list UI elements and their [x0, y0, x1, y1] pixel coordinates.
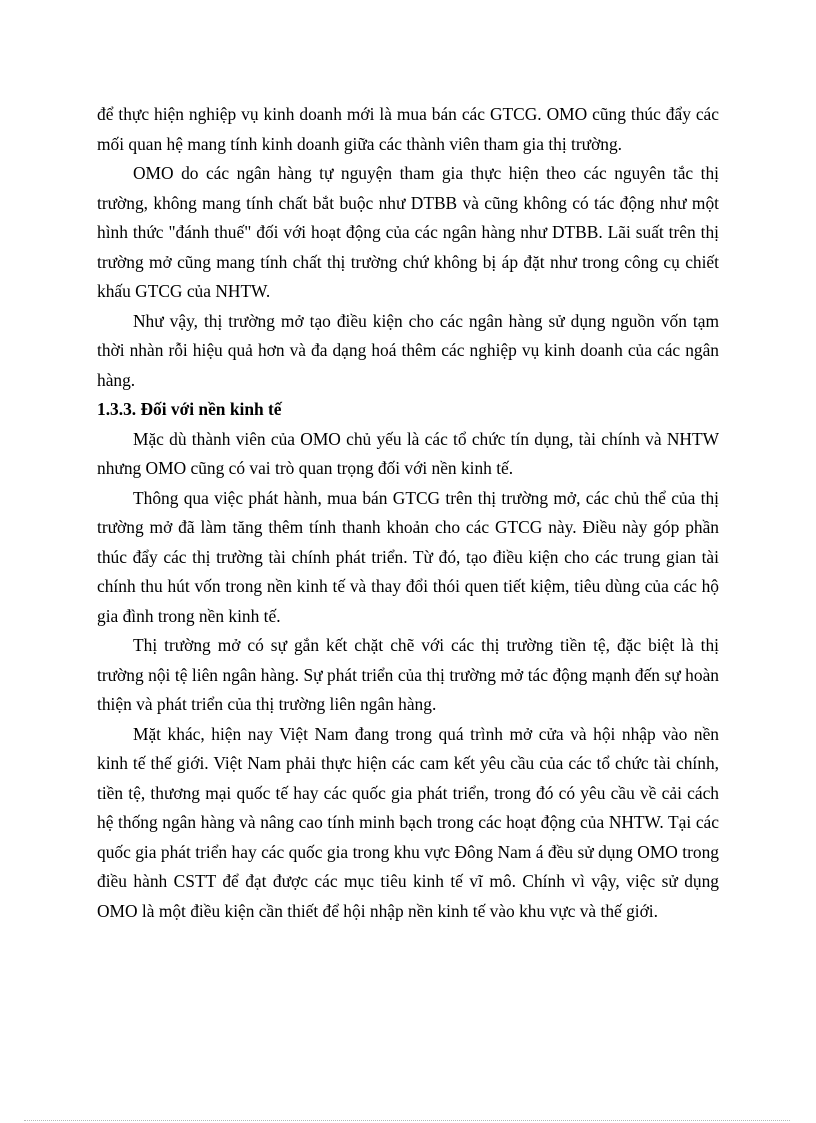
paragraph-integration: Mặt khác, hiện nay Việt Nam đang trong quá trình mở cửa và hội nhập vào nền kinh tế thế giới. Việt Nam phải thực hiện các cam kết yêu cầu của các tổ chức tài chính, tiền tệ, thương mại quốc tế hay các quốc gia phát triển, trong đó có yêu cầu về cải cách hệ thống ngân hàng và nâng cao tính minh bạch trong các hoạt động của NHTW. Tại các quốc gia phát triển hay các quốc gia trong khu vực Đông Nam á đều sử dụng OMO trong điều hành CSTT để đạt được các mục tiêu kinh tế vĩ mô. Chính vì vậy, việc sử dụng OMO là một điều kiện cần thiết để hội nhập nền kinh tế vào khu vực và thế giới. — [97, 723, 719, 921]
paragraph-omo-voluntary: OMO do các ngân hàng tự nguyện tham gia thực hiện theo các nguyên tắc thị trường, không mang tính chất bắt buộc như DTBB và cũng không có tác động như một hình thức "đánh thuế" đối với hoạt động của các ngân hàng như DTBB. Lãi suất trên thị trường mở cũng mang tính chất thị trường chứ không bị áp đặt như trong công cụ chiết khấu GTCG của NHTW. — [97, 163, 719, 301]
paragraph-interbank: Thị trường mở có sự gắn kết chặt chẽ với các thị trường tiền tệ, đặc biệt là thị trường nội tệ liên ngân hàng. Sự phát triển của thị trường mở tác động mạnh đến sự hoàn thiện và phát triển của thị trường liên ngân hàng. — [97, 635, 719, 714]
paragraph-liquidity: Thông qua việc phát hành, mua bán GTCG trên thị trường mở, các chủ thể của thị trường mở đã làm tăng thêm tính thanh khoản cho các GTCG này. Điều này góp phần thúc đẩy các thị trường tài chính phát triển. Từ đó, tạo điều kiện cho các trung gian tài chính thu hút vốn trong nền kinh tế và thay đổi thói quen tiết kiệm, tiêu dùng của các hộ gia đình trong nền kinh tế. — [97, 487, 719, 626]
paragraph-open-market-conditions: Như vậy, thị trường mở tạo điều kiện cho các ngân hàng sử dụng nguồn vốn tạm thời nhàn rỗi hiệu quả hơn và đa dạng hoá thêm các nghiệp vụ kinh doanh của các ngân hàng. — [97, 310, 719, 390]
paragraph-omo-role: Mặc dù thành viên của OMO chủ yếu là các tổ chức tín dụng, tài chính và NHTW nhưng OMO cũng có vai trò quan trọng đối với nền kinh tế. — [97, 428, 719, 478]
footer-divider — [24, 1120, 790, 1121]
section-heading: 1.3.3. Đối với nền kinh tế — [97, 399, 282, 419]
document-body — [97, 100, 719, 926]
paragraph-continuation: để thực hiện nghiệp vụ kinh doanh mới là mua bán các GTCG. OMO cũng thúc đẩy các mối quan hệ mang tính kinh doanh giữa các thành viên tham gia thị trường. — [97, 104, 719, 154]
